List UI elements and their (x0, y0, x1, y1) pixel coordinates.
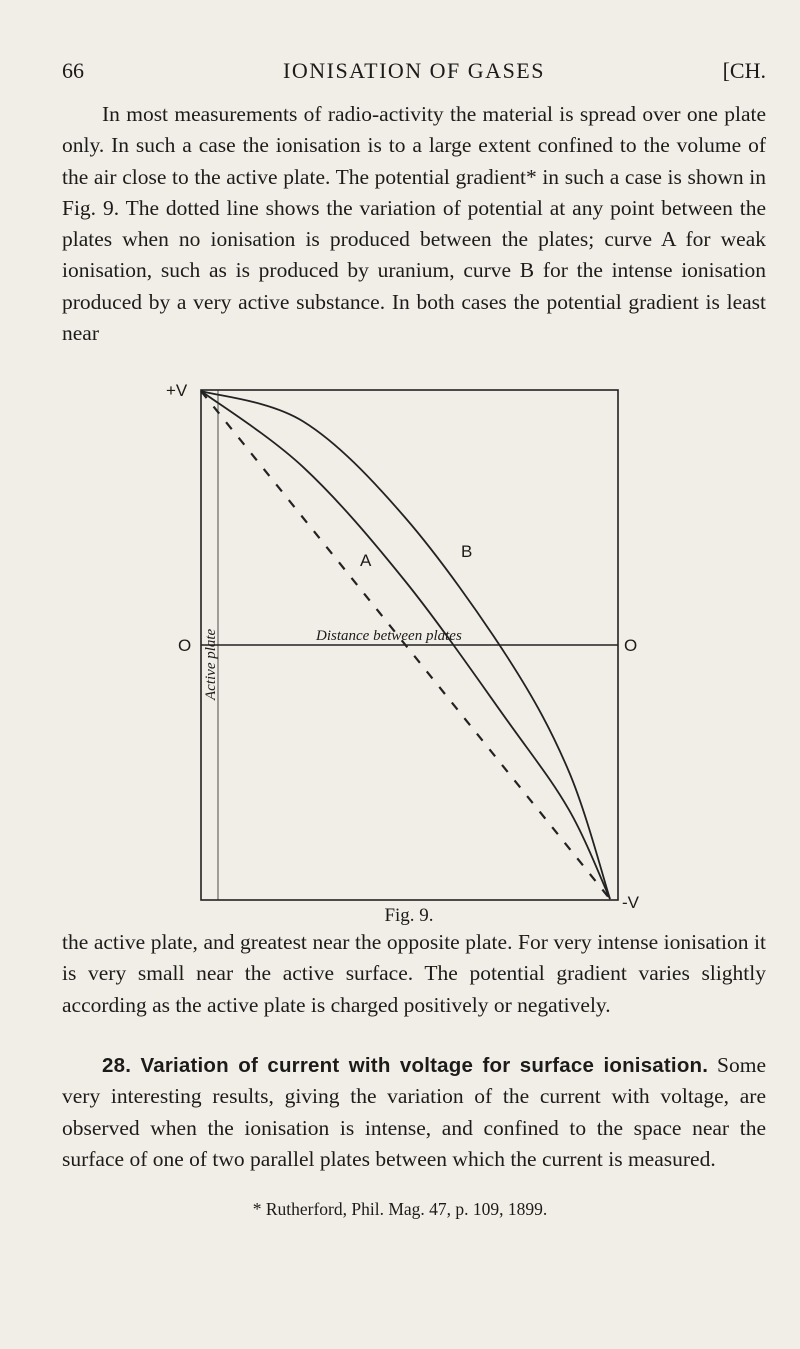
zero-right-label: O (624, 636, 638, 655)
running-title: IONISATION OF GASES (283, 58, 545, 83)
page-number: 66 (62, 58, 84, 83)
minus-v-label: -V (622, 893, 639, 912)
curve-b-label: B (461, 542, 473, 561)
plus-v-label: +V (166, 381, 188, 400)
chapter-marker: [CH. (722, 58, 766, 83)
section-28-paragraph (62, 1050, 766, 1175)
figure-caption: Fig. 9. (384, 905, 434, 926)
section-body: Some very interesting results, giving the variation of the current with voltage, are observed when the ionisation is intense, and confined to the space near the surface of one of two parallel plates between which the current is measured. (62, 1053, 767, 1171)
curve-a-label: A (360, 551, 372, 570)
distance-axis-label: Distance between plates (316, 628, 462, 644)
paragraph-1: In most measurements of radio-activity the material is spread over one plate only. In such a case the ionisation is to a large extent confined to the volume of the air close to the active plate. The potential gradient* in such a case is shown in Fig. 9. The dotted line shows the variation of potential at any point between the plates when no ionisation is produced between the plates; curve A for weak ionisation, such as is produced by uranium, curve B for the intense ionisation produced by a very active substance. In both cases the potential gradient is least near (62, 102, 766, 346)
zero-left-label: O (178, 636, 192, 655)
footnote: * Rutherford, Phil. Mag. 47, p. 109, 1899. (252, 1199, 548, 1219)
paragraph-2: the active plate, and greatest near the opposite plate. For very intense ionisation it is very small near the active surface. The potential gradient varies slightly according as the active plate is charged positively or negatively. (62, 930, 766, 1017)
active-plate-label: Active plate (203, 628, 219, 700)
section-heading: 28. Variation of current with voltage for surface ionisation. (102, 1054, 709, 1077)
